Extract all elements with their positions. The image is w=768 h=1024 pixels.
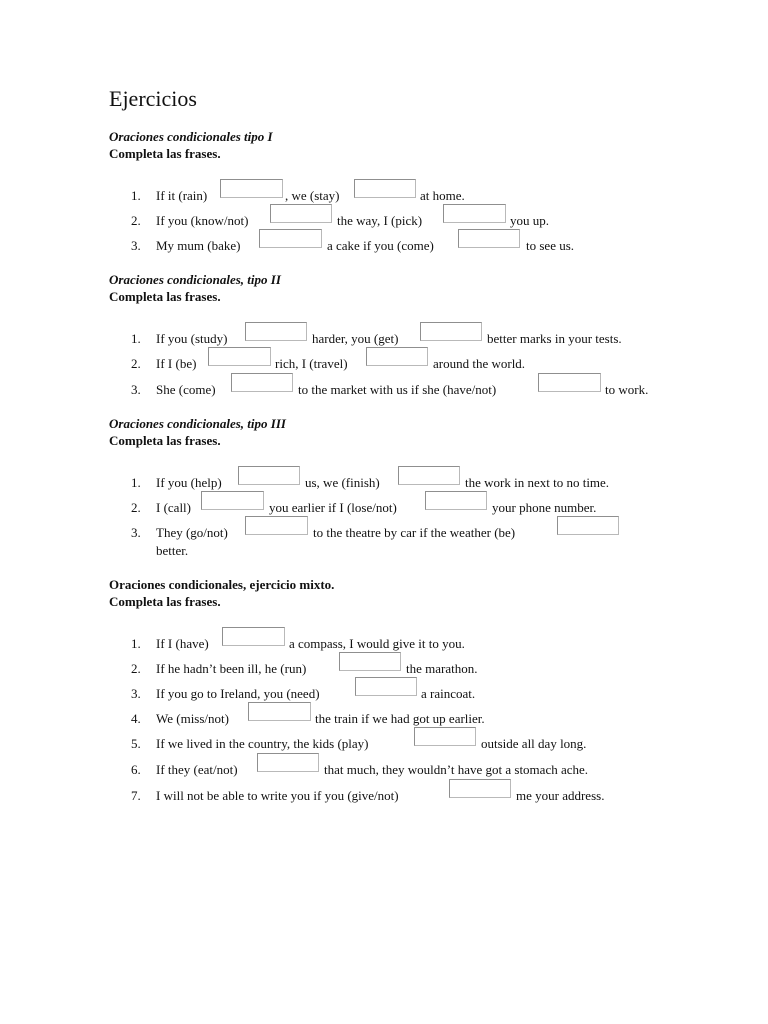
sentence-text: outside all day long. [481, 736, 587, 751]
sentence-text: If I (have) [156, 636, 209, 651]
sentence-text: If you (know/not) [156, 213, 249, 228]
answer-input[interactable] [220, 179, 283, 198]
answer-input[interactable] [449, 779, 511, 798]
answer-input[interactable] [231, 373, 293, 392]
item-number: 2. [131, 661, 141, 676]
section-heading: Oraciones condicionales, tipo II [109, 272, 281, 287]
sentence-text: you earlier if I (lose/not) [269, 500, 397, 515]
section-instruction: Completa las frases. [109, 289, 221, 304]
sentence-text: If I (be) [156, 356, 197, 371]
item-number: 3. [131, 382, 141, 397]
sentence-text: better. [156, 543, 189, 558]
item-number: 4. [131, 711, 141, 726]
answer-input[interactable] [398, 466, 460, 485]
section-instruction: Completa las frases. [109, 433, 221, 448]
sentence-text: at home. [420, 188, 465, 203]
sentence-text: to see us. [526, 238, 575, 253]
sentence-text: If we lived in the country, the kids (play) [156, 736, 369, 751]
answer-input[interactable] [458, 229, 520, 248]
sentence-text: a cake if you (come) [327, 238, 434, 253]
section-heading: Oraciones condicionales, tipo III [109, 416, 286, 431]
answer-input[interactable] [245, 322, 307, 341]
sentence-text: us, we (finish) [305, 475, 380, 490]
item-number: 5. [131, 736, 141, 751]
sentence-text: My mum (bake) [156, 238, 241, 253]
sentence-text: your phone number. [492, 500, 597, 515]
sentence-text: the way, I (pick) [337, 213, 423, 228]
item-number: 1. [131, 475, 141, 490]
item-number: 2. [131, 213, 141, 228]
sentence-text: If you (study) [156, 331, 228, 346]
sentence-text: a raincoat. [421, 686, 476, 701]
answer-input[interactable] [366, 347, 428, 366]
answer-input[interactable] [355, 677, 417, 696]
item-number: 2. [131, 356, 141, 371]
answer-input[interactable] [201, 491, 264, 510]
sentence-text: you up. [510, 213, 549, 228]
sentence-text: to work. [605, 382, 649, 397]
sentence-text: If you go to Ireland, you (need) [156, 686, 320, 701]
answer-input[interactable] [420, 322, 482, 341]
answer-input[interactable] [354, 179, 416, 198]
section-heading: Oraciones condicionales tipo I [109, 129, 273, 144]
section-instruction: Completa las frases. [109, 146, 221, 161]
answer-input[interactable] [339, 652, 401, 671]
answer-input[interactable] [248, 702, 311, 721]
item-number: 3. [131, 686, 141, 701]
item-number: 7. [131, 788, 141, 803]
sentence-text: We (miss/not) [156, 711, 229, 726]
answer-input[interactable] [443, 204, 506, 223]
answer-input[interactable] [208, 347, 271, 366]
sentence-text: , we (stay) [285, 188, 340, 203]
sentence-text: She (come) [156, 382, 216, 397]
answer-input[interactable] [222, 627, 285, 646]
sentence-text: If they (eat/not) [156, 762, 238, 777]
section-instruction: Completa las frases. [109, 594, 221, 609]
sentence-text: to the market with us if she (have/not) [298, 382, 497, 397]
answer-input[interactable] [270, 204, 332, 223]
sentence-text: I will not be able to write you if you (give/not) [156, 788, 399, 803]
sentence-text: to the theatre by car if the weather (be) [313, 525, 516, 540]
answer-input[interactable] [414, 727, 476, 746]
answer-input[interactable] [557, 516, 619, 535]
sentence-text: They (go/not) [156, 525, 228, 540]
answer-input[interactable] [538, 373, 601, 392]
sentence-text: the marathon. [406, 661, 478, 676]
sentence-text: harder, you (get) [312, 331, 399, 346]
item-number: 6. [131, 762, 141, 777]
sentence-text: I (call) [156, 500, 192, 515]
item-number: 1. [131, 331, 141, 346]
sentence-text: me your address. [516, 788, 605, 803]
answer-input[interactable] [245, 516, 308, 535]
answer-input[interactable] [257, 753, 319, 772]
answer-input[interactable] [259, 229, 322, 248]
item-number: 3. [131, 525, 141, 540]
item-number: 3. [131, 238, 141, 253]
sentence-text: that much, they wouldn’t have got a stomach ache. [324, 762, 589, 777]
item-number: 1. [131, 636, 141, 651]
sentence-text: the train if we had got up earlier. [315, 711, 485, 726]
sentence-text: If he hadn’t been ill, he (run) [156, 661, 307, 676]
sentence-text: If you (help) [156, 475, 222, 490]
item-number: 1. [131, 188, 141, 203]
answer-input[interactable] [425, 491, 487, 510]
page-title: Ejercicios [109, 86, 197, 111]
sentence-text: rich, I (travel) [275, 356, 348, 371]
sentence-text: better marks in your tests. [487, 331, 622, 346]
sentence-text: If it (rain) [156, 188, 208, 203]
sentence-text: around the world. [433, 356, 526, 371]
item-number: 2. [131, 500, 141, 515]
section-heading: Oraciones condicionales, ejercicio mixto. [109, 577, 335, 592]
sentence-text: a compass, I would give it to you. [289, 636, 465, 651]
answer-input[interactable] [238, 466, 300, 485]
sentence-text: the work in next to no time. [465, 475, 610, 490]
